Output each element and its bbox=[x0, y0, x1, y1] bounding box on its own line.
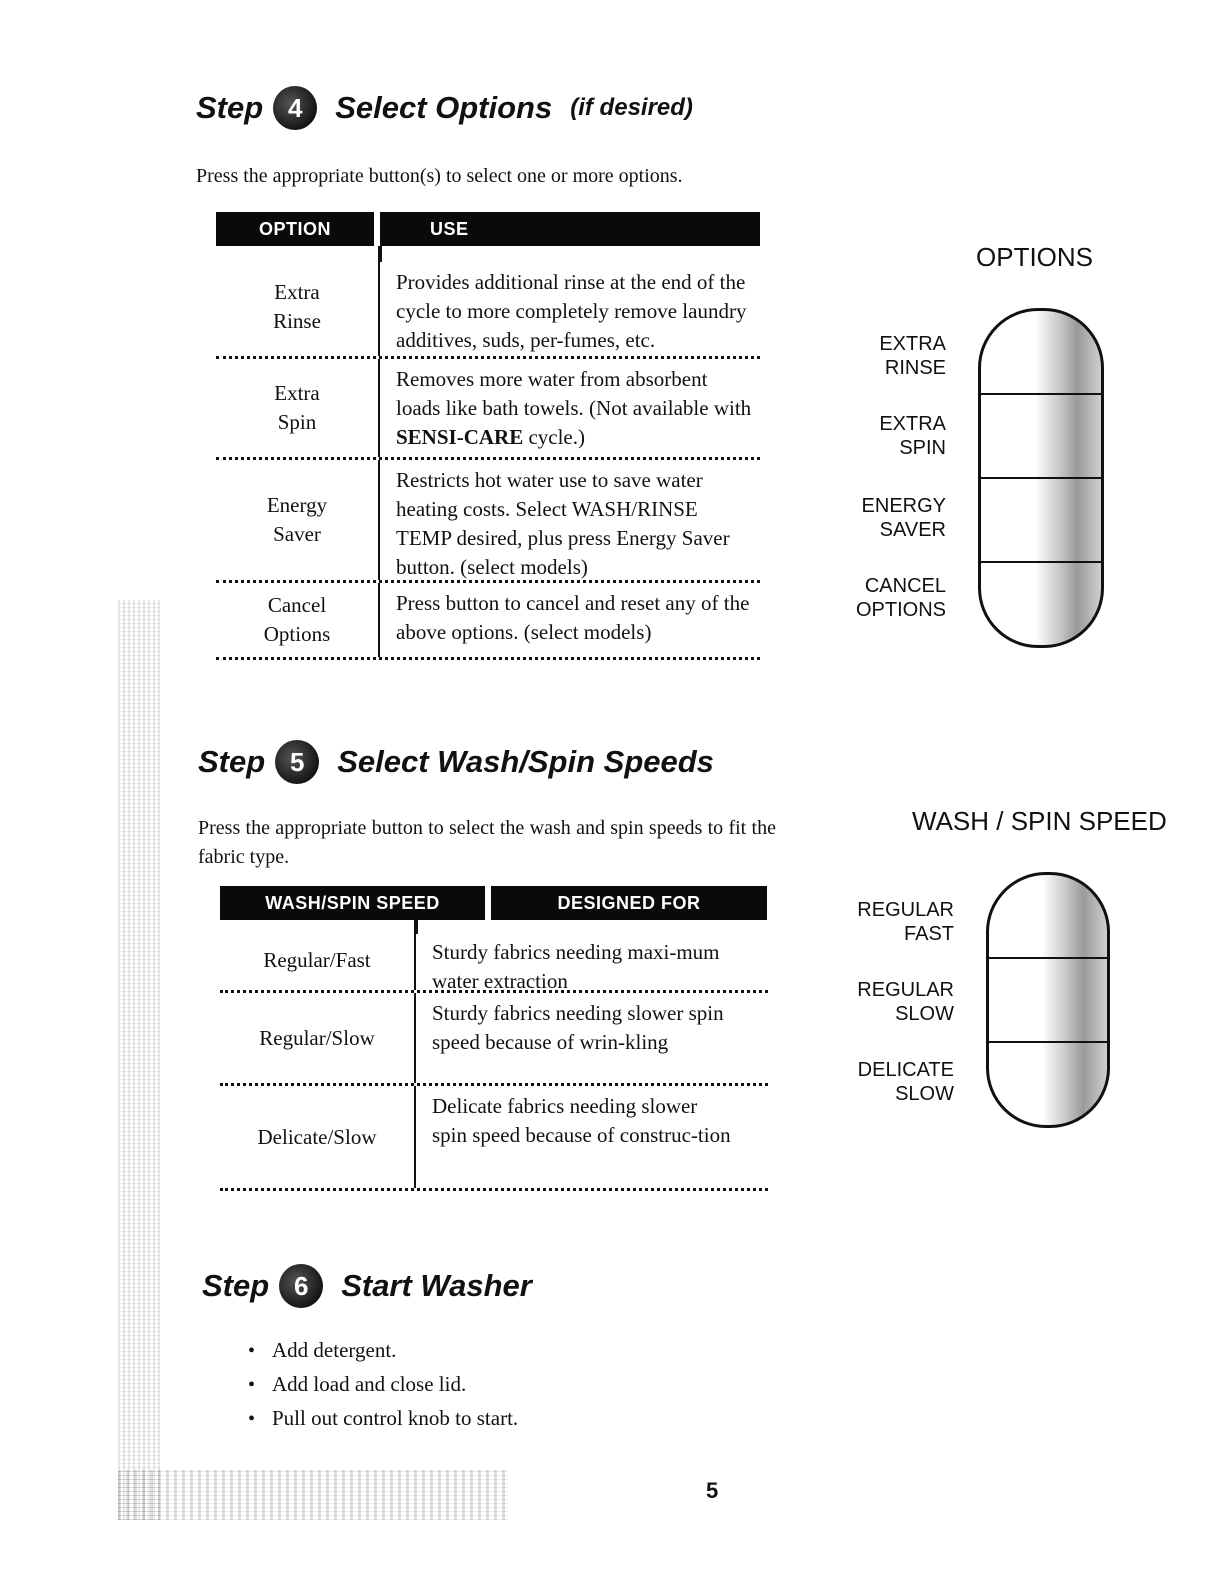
page-number: 5 bbox=[706, 1478, 719, 1503]
speed-regular-fast: Regular/Fast bbox=[220, 920, 416, 990]
table-row bbox=[216, 583, 760, 660]
speed-table-header bbox=[220, 886, 768, 920]
step4-intro: Press the appropriate button(s) to select one or more options. bbox=[196, 165, 683, 187]
bullet-icon: • bbox=[248, 1340, 256, 1362]
step4-word: Step bbox=[196, 90, 264, 125]
energy-saver-button[interactable] bbox=[981, 479, 1101, 563]
speed-table bbox=[220, 886, 768, 1191]
use-cancel-options: Press button to cancel and reset any of the above options. (select models) bbox=[396, 591, 750, 644]
extra-rinse-label: EXTRA RINSE bbox=[879, 333, 946, 379]
step5-number-icon: 5 bbox=[275, 740, 319, 784]
scan-margin-shading bbox=[118, 600, 160, 1520]
option-extra-spin: Extra Spin bbox=[216, 359, 380, 457]
designed-regular-fast: Sturdy fabrics needing maxi-mum water extraction bbox=[432, 940, 720, 993]
use-extra-rinse: Provides additional rinse at the end of the cycle to more completely remove laundry additives, suds, per-fumes, etc. bbox=[396, 270, 747, 352]
bullet-icon: • bbox=[248, 1408, 256, 1430]
regular-slow-label: REGULAR SLOW bbox=[857, 979, 954, 1025]
sensi-care-label: SENSI-CARE bbox=[396, 425, 524, 449]
step4-heading bbox=[196, 86, 693, 130]
table-row bbox=[220, 1086, 768, 1191]
extra-rinse-button[interactable] bbox=[981, 311, 1101, 395]
speed-regular-slow: Regular/Slow bbox=[220, 993, 416, 1083]
step4-title: Select Options bbox=[335, 90, 553, 125]
table-row bbox=[220, 993, 768, 1086]
step6-word: Step bbox=[202, 1268, 270, 1303]
option-energy-saver: Energy Saver bbox=[216, 460, 380, 580]
options-table bbox=[216, 212, 760, 660]
use-energy-saver: Restricts hot water use to save water heating costs. Select WASH/RINSE TEMP desired, plus press Energy Saver button. (select models) bbox=[396, 468, 730, 579]
step5-heading bbox=[198, 740, 714, 784]
use-extra-spin: Removes more water from absorbent loads like bath towels. (Not available with SENSI-CARE cycle.) bbox=[396, 367, 752, 449]
speed-button-pill bbox=[986, 872, 1110, 1128]
options-header-option: OPTION bbox=[216, 212, 374, 246]
step6-title: Start Washer bbox=[341, 1268, 532, 1303]
energy-saver-label: ENERGY SAVER bbox=[861, 495, 946, 541]
options-panel-title: OPTIONS bbox=[976, 242, 1094, 272]
list-item: • Add detergent. bbox=[248, 1338, 397, 1362]
step4-subtitle: (if desired) bbox=[570, 94, 693, 121]
bullet-icon: • bbox=[248, 1374, 256, 1396]
table-row bbox=[216, 359, 760, 460]
cancel-options-label: CANCEL OPTIONS bbox=[855, 575, 946, 621]
designed-regular-slow: Sturdy fabrics needing slower spin speed because of wrin-kling bbox=[432, 1001, 724, 1054]
regular-fast-button[interactable] bbox=[989, 875, 1107, 959]
extra-spin-label: EXTRA SPIN bbox=[879, 413, 946, 459]
extra-spin-button[interactable] bbox=[981, 395, 1101, 479]
options-table-header bbox=[216, 212, 760, 246]
list-item: • Add load and close lid. bbox=[248, 1372, 467, 1396]
speed-delicate-slow: Delicate/Slow bbox=[220, 1086, 416, 1188]
speed-header-speed: WASH/SPIN SPEED bbox=[220, 886, 485, 920]
step5-intro: Press the appropriate button to select the wash and spin speeds to fit the fabric type. bbox=[198, 817, 776, 868]
table-row bbox=[216, 460, 760, 583]
designed-delicate-slow: Delicate fabrics needing slower spin speed because of construc-tion bbox=[432, 1094, 731, 1147]
step5-title: Select Wash/Spin Speeds bbox=[337, 744, 714, 779]
options-header-use: USE bbox=[380, 212, 760, 246]
step4-number-icon: 4 bbox=[273, 86, 317, 130]
table-row bbox=[220, 920, 768, 993]
list-item: • Pull out control knob to start. bbox=[248, 1406, 519, 1430]
cancel-options-button[interactable] bbox=[981, 563, 1101, 645]
regular-fast-label: REGULAR FAST bbox=[857, 899, 954, 945]
step6-heading bbox=[202, 1264, 532, 1308]
delicate-slow-button[interactable] bbox=[989, 1043, 1107, 1125]
speed-header-designed-for: DESIGNED FOR bbox=[491, 886, 767, 920]
option-cancel-options: Cancel Options bbox=[216, 583, 380, 657]
table-row bbox=[216, 246, 760, 359]
scan-bottom-shading bbox=[118, 1470, 508, 1520]
step6-bullet-list bbox=[248, 1338, 748, 1440]
regular-slow-button[interactable] bbox=[989, 959, 1107, 1043]
option-extra-rinse: Extra Rinse bbox=[216, 246, 380, 356]
options-button-pill bbox=[978, 308, 1104, 648]
step5-word: Step bbox=[198, 744, 266, 779]
speed-panel-title: WASH / SPIN SPEED bbox=[912, 806, 1167, 836]
step6-number-icon: 6 bbox=[279, 1264, 323, 1308]
delicate-slow-label: DELICATE SLOW bbox=[857, 1059, 954, 1105]
